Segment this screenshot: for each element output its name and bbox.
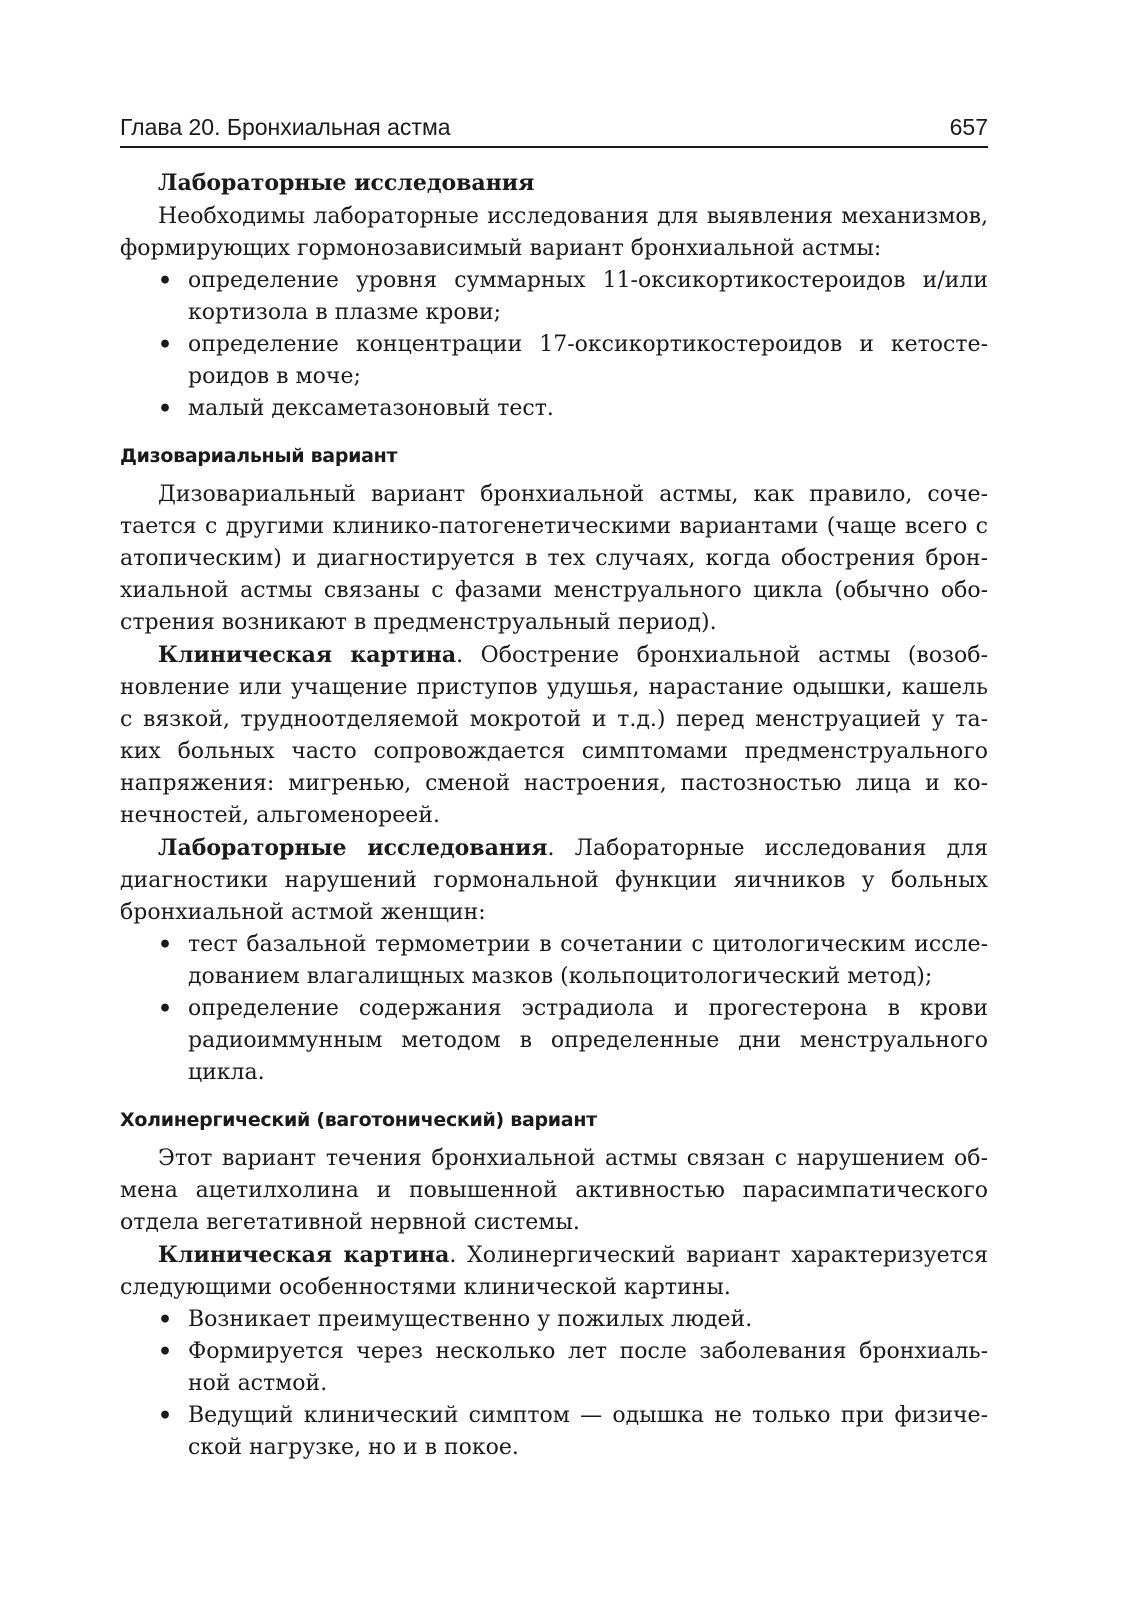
bullet-icon: •: [158, 1403, 173, 1429]
page-number: 657: [949, 114, 988, 140]
section-heading-cholinergic: Холинергический (ваготонический) вариант: [120, 1109, 597, 1131]
paragraph-dysovarian-intro: Дизовариальный вариант бронхиальной астмы, как правило, сочетается с другими клинико-патогенетическими вариантами (чаще всего с атопическим) и диагностируется в тех случаях, когда обострения бронхиальной астмы связаны с фазами менструального цикла (обычно обострения возникают в предменструальный период).: [120, 482, 988, 635]
list-item: [158, 1400, 988, 1464]
list-item: [158, 265, 988, 329]
list-item: [158, 393, 988, 425]
page-content: [120, 165, 988, 1464]
bullet-icon: •: [158, 996, 173, 1022]
bullet-icon: •: [158, 332, 173, 358]
paragraph-cholinergic-intro: Этот вариант течения бронхиальной астмы связан с нарушением обмена ацетилхолина и повышенной активностью парасимпатического отдела вегетативной нервной системы.: [120, 1146, 988, 1235]
list-item: [158, 329, 988, 393]
list-item-text: определение концентрации 17-оксикортикостероидов и кетостероидов в моче;: [188, 332, 988, 389]
running-head: [120, 110, 988, 148]
list-item-text: Формируется через несколько лет после заболевания бронхиальной астмой.: [188, 1339, 988, 1396]
bullet-list-dysovarian-lab: [120, 929, 988, 1089]
bullet-icon: •: [158, 268, 173, 294]
list-item: [158, 993, 988, 1089]
bullet-icon: •: [158, 1307, 173, 1333]
bullet-list-cholinergic-features: [120, 1304, 988, 1464]
list-item-text: Ведущий клинический симптом — одышка не только при физической нагрузке, но и в покое.: [188, 1403, 988, 1460]
list-item: [158, 1336, 988, 1400]
list-item-text: Возникает преимущественно у пожилых людей.: [188, 1307, 753, 1332]
paragraph-text: . Лабораторные исследования для диагностики нарушений гормональной функции яичников у больных бронхиальной астмой женщин:: [120, 836, 988, 925]
list-item-text: определение содержания эстрадиола и прогестерона в крови радиоиммунным методом в определенные дни менструального цикла.: [188, 996, 988, 1085]
list-item: [158, 1304, 988, 1336]
paragraph-cholinergic-clinic: [120, 1239, 988, 1304]
paragraph-dysovarian-lab: [120, 832, 988, 929]
bullet-icon: •: [158, 932, 173, 958]
list-item-text: малый дексаметазоновый тест.: [188, 396, 554, 421]
list-item-text: тест базальной термометрии в сочетании с цитологическим исследованием влагалищных мазков (кольпоцитологический метод);: [188, 932, 988, 989]
paragraph-lab-intro: Необходимы лабораторные исследования для выявления механизмов, формирующих гормонозависимый вариант бронхиальной астмы:: [120, 204, 988, 261]
chapter-title: Глава 20. Бронхиальная астма: [120, 114, 451, 140]
list-item: [158, 929, 988, 993]
runin-heading-clinic: Клиническая картина: [158, 642, 457, 668]
section-heading-dysovarian: Дизовариальный вариант: [120, 445, 398, 467]
section-heading-lab-tests: Лабораторные исследования: [158, 170, 535, 196]
runin-heading-lab: Лабораторные исследования: [158, 835, 548, 861]
list-item-text: определение уровня суммарных 11-оксикортикостероидов и/или кортизола в плазме крови;: [188, 268, 988, 325]
bullet-list-lab-tests: [120, 265, 988, 425]
bullet-icon: •: [158, 1339, 173, 1365]
paragraph-dysovarian-clinic: [120, 639, 988, 832]
paragraph-text: . Обострение бронхиальной астмы (возобновление или учащение приступов удушья, нарастание одышки, кашель с вязкой, трудноотделяемой мокротой и т.д.) перед менструацией у таких больных часто сопровождается симптомами предменструального напряжения: мигренью, сменой настроения, пастозностью лица и конечностей, альгоменореей.: [120, 643, 988, 828]
bullet-icon: •: [158, 396, 173, 422]
paragraph-text: . Холинергический вариант характеризуется следующими особенностями клинической картины.: [120, 1243, 988, 1300]
runin-heading-clinic: Клиническая картина: [158, 1242, 450, 1268]
